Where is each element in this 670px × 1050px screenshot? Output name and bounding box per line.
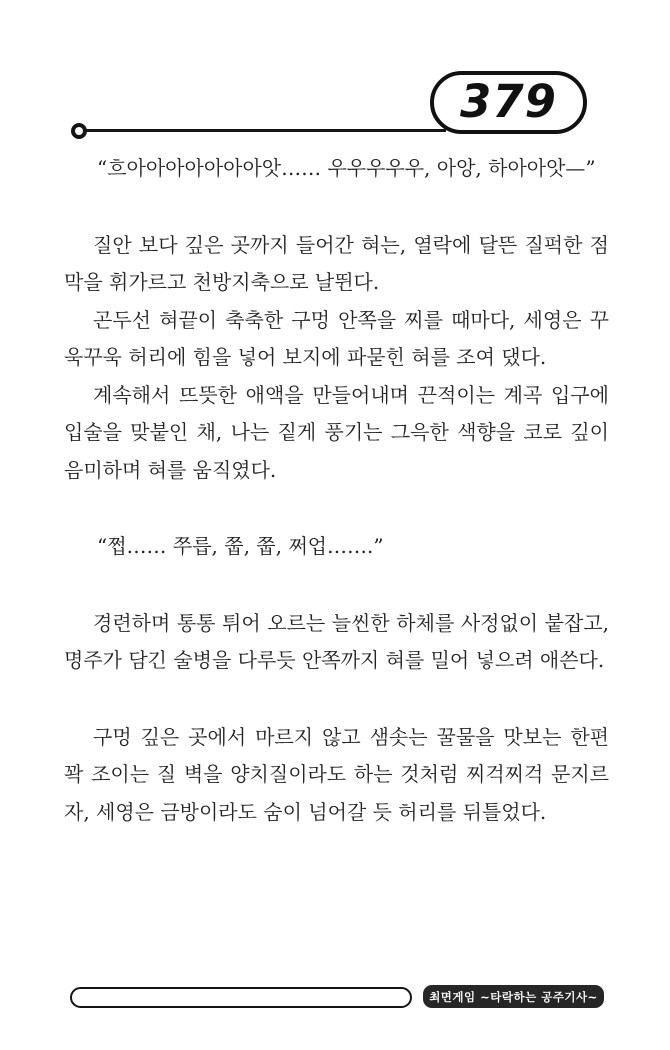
paragraph: 곤두선 혀끝이 축축한 구멍 안쪽을 찌를 때마다, 세영은 꾸욱꾸욱 허리에 힘을 넣어 보지에 파묻힌 혀를 조여 댔다. (64, 307, 609, 369)
paragraph: “흐아아아아아아아앗…… 우우우우우, 아앙, 하아아앗—” (97, 156, 596, 180)
paragraph-block (64, 150, 609, 188)
header-rule (84, 129, 446, 132)
paragraph-block (64, 719, 609, 832)
paragraph: 질안 보다 깊은 곳까지 들어간 혀는, 열락에 달뜬 질퍽한 점막을 휘가르고 천방지축으로 날뛴다. (64, 232, 609, 294)
footer-empty-box (70, 987, 412, 1008)
page-number: 379 (460, 75, 557, 128)
paragraph: “쩝…… 쭈릅, 쭙, 쭙, 쩌업…….” (97, 534, 384, 558)
footer-series-title: 최면게임 ~타락하는 공주기사~ (429, 989, 598, 1004)
page-number-badge (430, 71, 587, 134)
paragraph-block (64, 528, 609, 566)
footer-series-badge (423, 985, 604, 1008)
paragraph: 계속해서 뜨뜻한 애액을 만들어내며 끈적이는 계곡 입구에 입술을 맞붙인 채, 나는 짙게 풍기는 그윽한 색향을 코로 깊이 음미하며 혀를 움직였다. (64, 382, 609, 482)
paragraph-block (64, 605, 609, 680)
rule-end-ring-icon (71, 123, 87, 139)
paragraph: 경련하며 통통 튀어 오르는 늘씬한 하체를 사정없이 붙잡고, 명주가 담긴 술병을 다루듯 안쪽까지 혀를 밀어 넣으려 애쓴다. (64, 610, 609, 672)
text-body (64, 150, 609, 870)
paragraph: 구멍 깊은 곳에서 마르지 않고 샘솟는 꿀물을 맛보는 한편 꽉 조이는 질 벽을 양치질이라도 하는 것처럼 찌걱찌걱 문지르자, 세영은 금방이라도 숨이 넘어갈 듯 허리를 뒤틀었다. (64, 724, 609, 824)
paragraph-block (64, 227, 609, 490)
